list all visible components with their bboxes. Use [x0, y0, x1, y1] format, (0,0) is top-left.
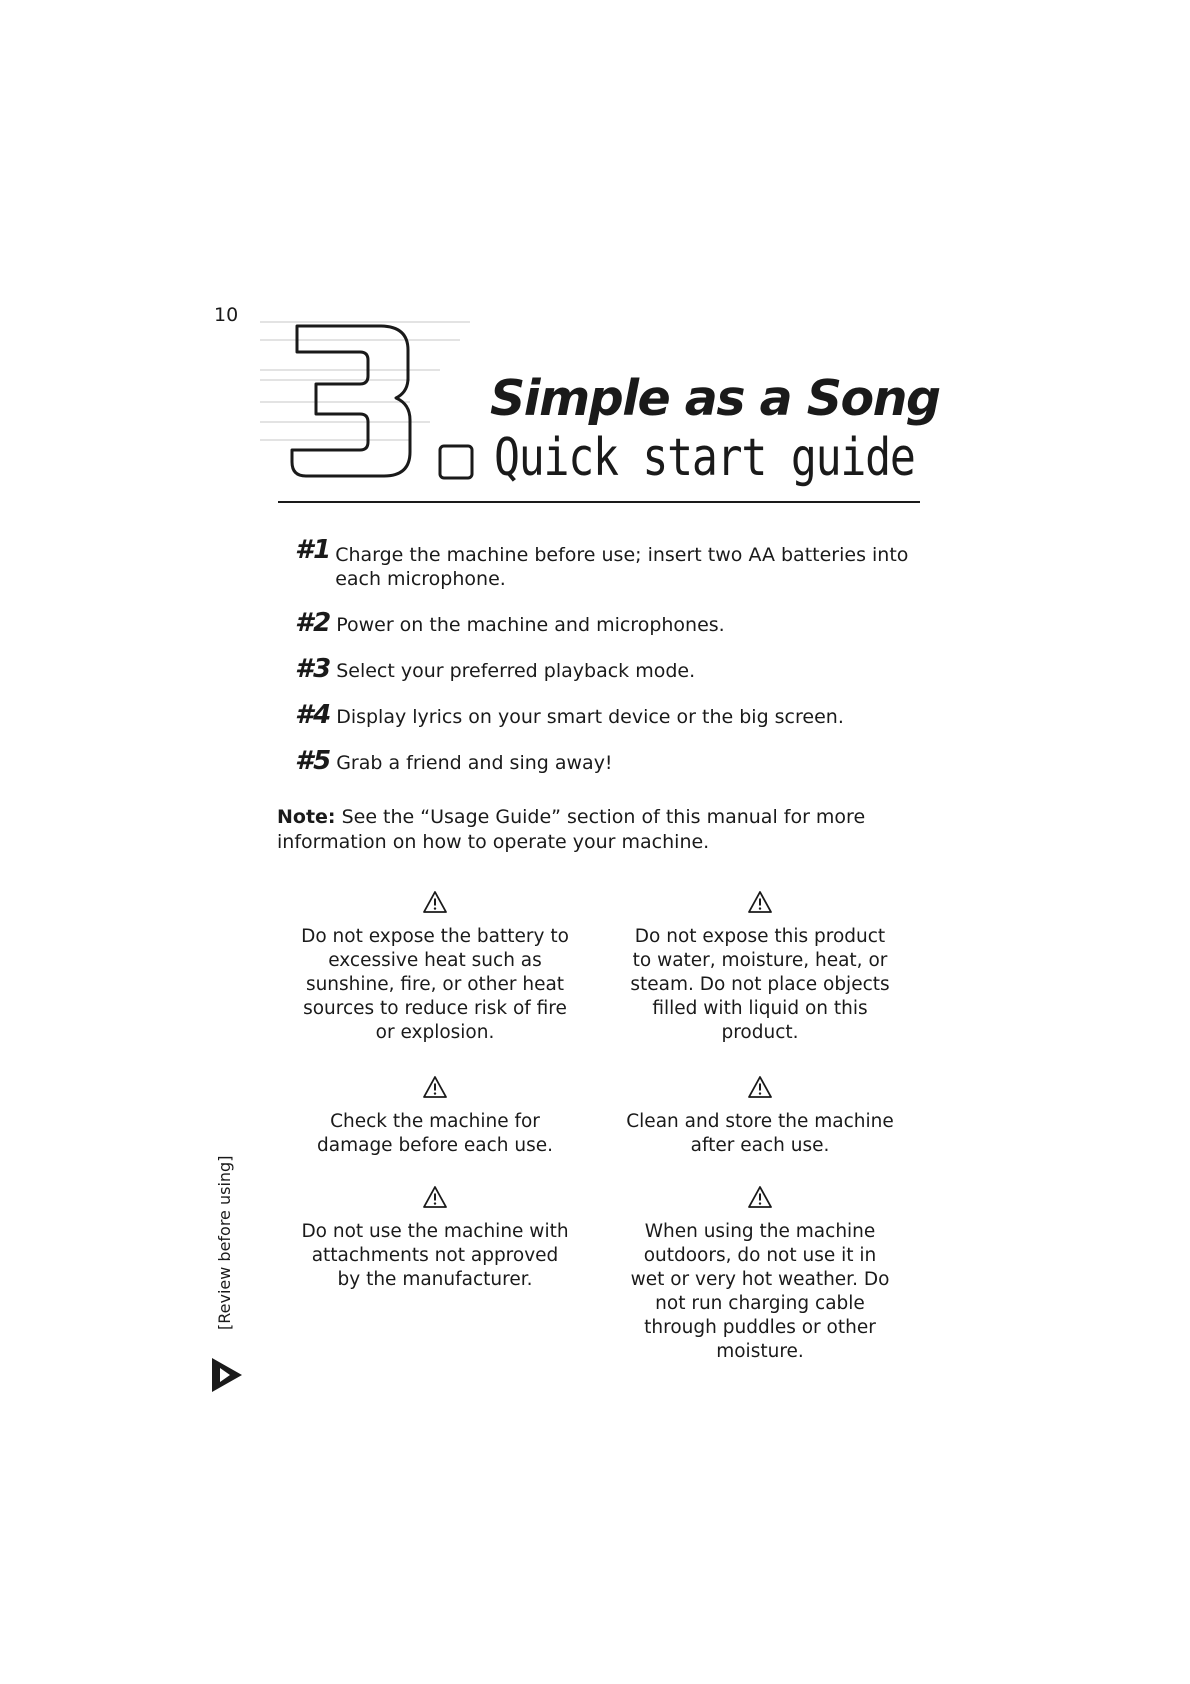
- step-number: #3: [295, 654, 332, 684]
- step-item: [295, 654, 935, 684]
- note-paragraph: [277, 805, 937, 855]
- step-text: Select your preferred playback mode.: [336, 660, 696, 682]
- warning-text: Clean and store the machine after each use.: [626, 1111, 894, 1156]
- chapter-title: Simple as a Song: [490, 370, 940, 427]
- step-text: Grab a friend and sing away!: [336, 752, 613, 774]
- chapter-subtitle: Quick start guide: [494, 428, 915, 488]
- chapter-number-graphic: [260, 318, 480, 488]
- chapter-number: 3: [260, 318, 261, 319]
- warning-text: Do not expose the battery to excessive heat such as sunshine, fire, or other heat sources to reduce risk of fire or explosion.: [301, 926, 569, 1043]
- warning-triangle-icon: [422, 890, 448, 914]
- quick-start-steps: [295, 535, 935, 795]
- warning-text: Check the machine for damage before each use.: [317, 1111, 553, 1156]
- warning-text: When using the machine outdoors, do not use it in wet or very hot weather. Do not run charging cable through puddles or other moisture.: [630, 1221, 890, 1362]
- step-number: #4: [295, 700, 332, 730]
- title-divider: [278, 501, 920, 503]
- step-item: [295, 535, 935, 591]
- step-text: Display lyrics on your smart device or the big screen.: [336, 706, 844, 728]
- note-text: See the “Usage Guide” section of this manual for more information on how to operate your machine.: [277, 806, 866, 853]
- warning-item: [625, 1185, 895, 1364]
- warning-item: [300, 1185, 570, 1292]
- warning-item: [625, 1075, 895, 1158]
- warning-triangle-icon: [747, 1075, 773, 1099]
- step-text: Charge the machine before use; insert two AA batteries into each microphone.: [335, 544, 909, 590]
- brand-logo-icon: [210, 1356, 244, 1394]
- warning-text: Do not expose this product to water, moisture, heat, or steam. Do not place objects filled with liquid on this product.: [630, 926, 890, 1043]
- warning-item: [300, 890, 570, 1045]
- step-item: [295, 608, 935, 638]
- warning-triangle-icon: [747, 890, 773, 914]
- sidebar-section-label: [Review before using]: [215, 1155, 234, 1330]
- step-number: #1: [295, 535, 332, 565]
- step-item: [295, 746, 935, 776]
- step-number: #5: [295, 746, 332, 776]
- page-number: 10: [214, 304, 239, 326]
- step-number: #2: [295, 608, 332, 638]
- warning-item: [625, 890, 895, 1045]
- warning-text: Do not use the machine with attachments not approved by the manufacturer.: [301, 1221, 569, 1290]
- warning-triangle-icon: [747, 1185, 773, 1209]
- step-text: Power on the machine and microphones.: [336, 614, 725, 636]
- warning-triangle-icon: [422, 1075, 448, 1099]
- warning-item: [300, 1075, 570, 1158]
- note-label: Note:: [277, 806, 336, 828]
- step-item: [295, 700, 935, 730]
- warning-triangle-icon: [422, 1185, 448, 1209]
